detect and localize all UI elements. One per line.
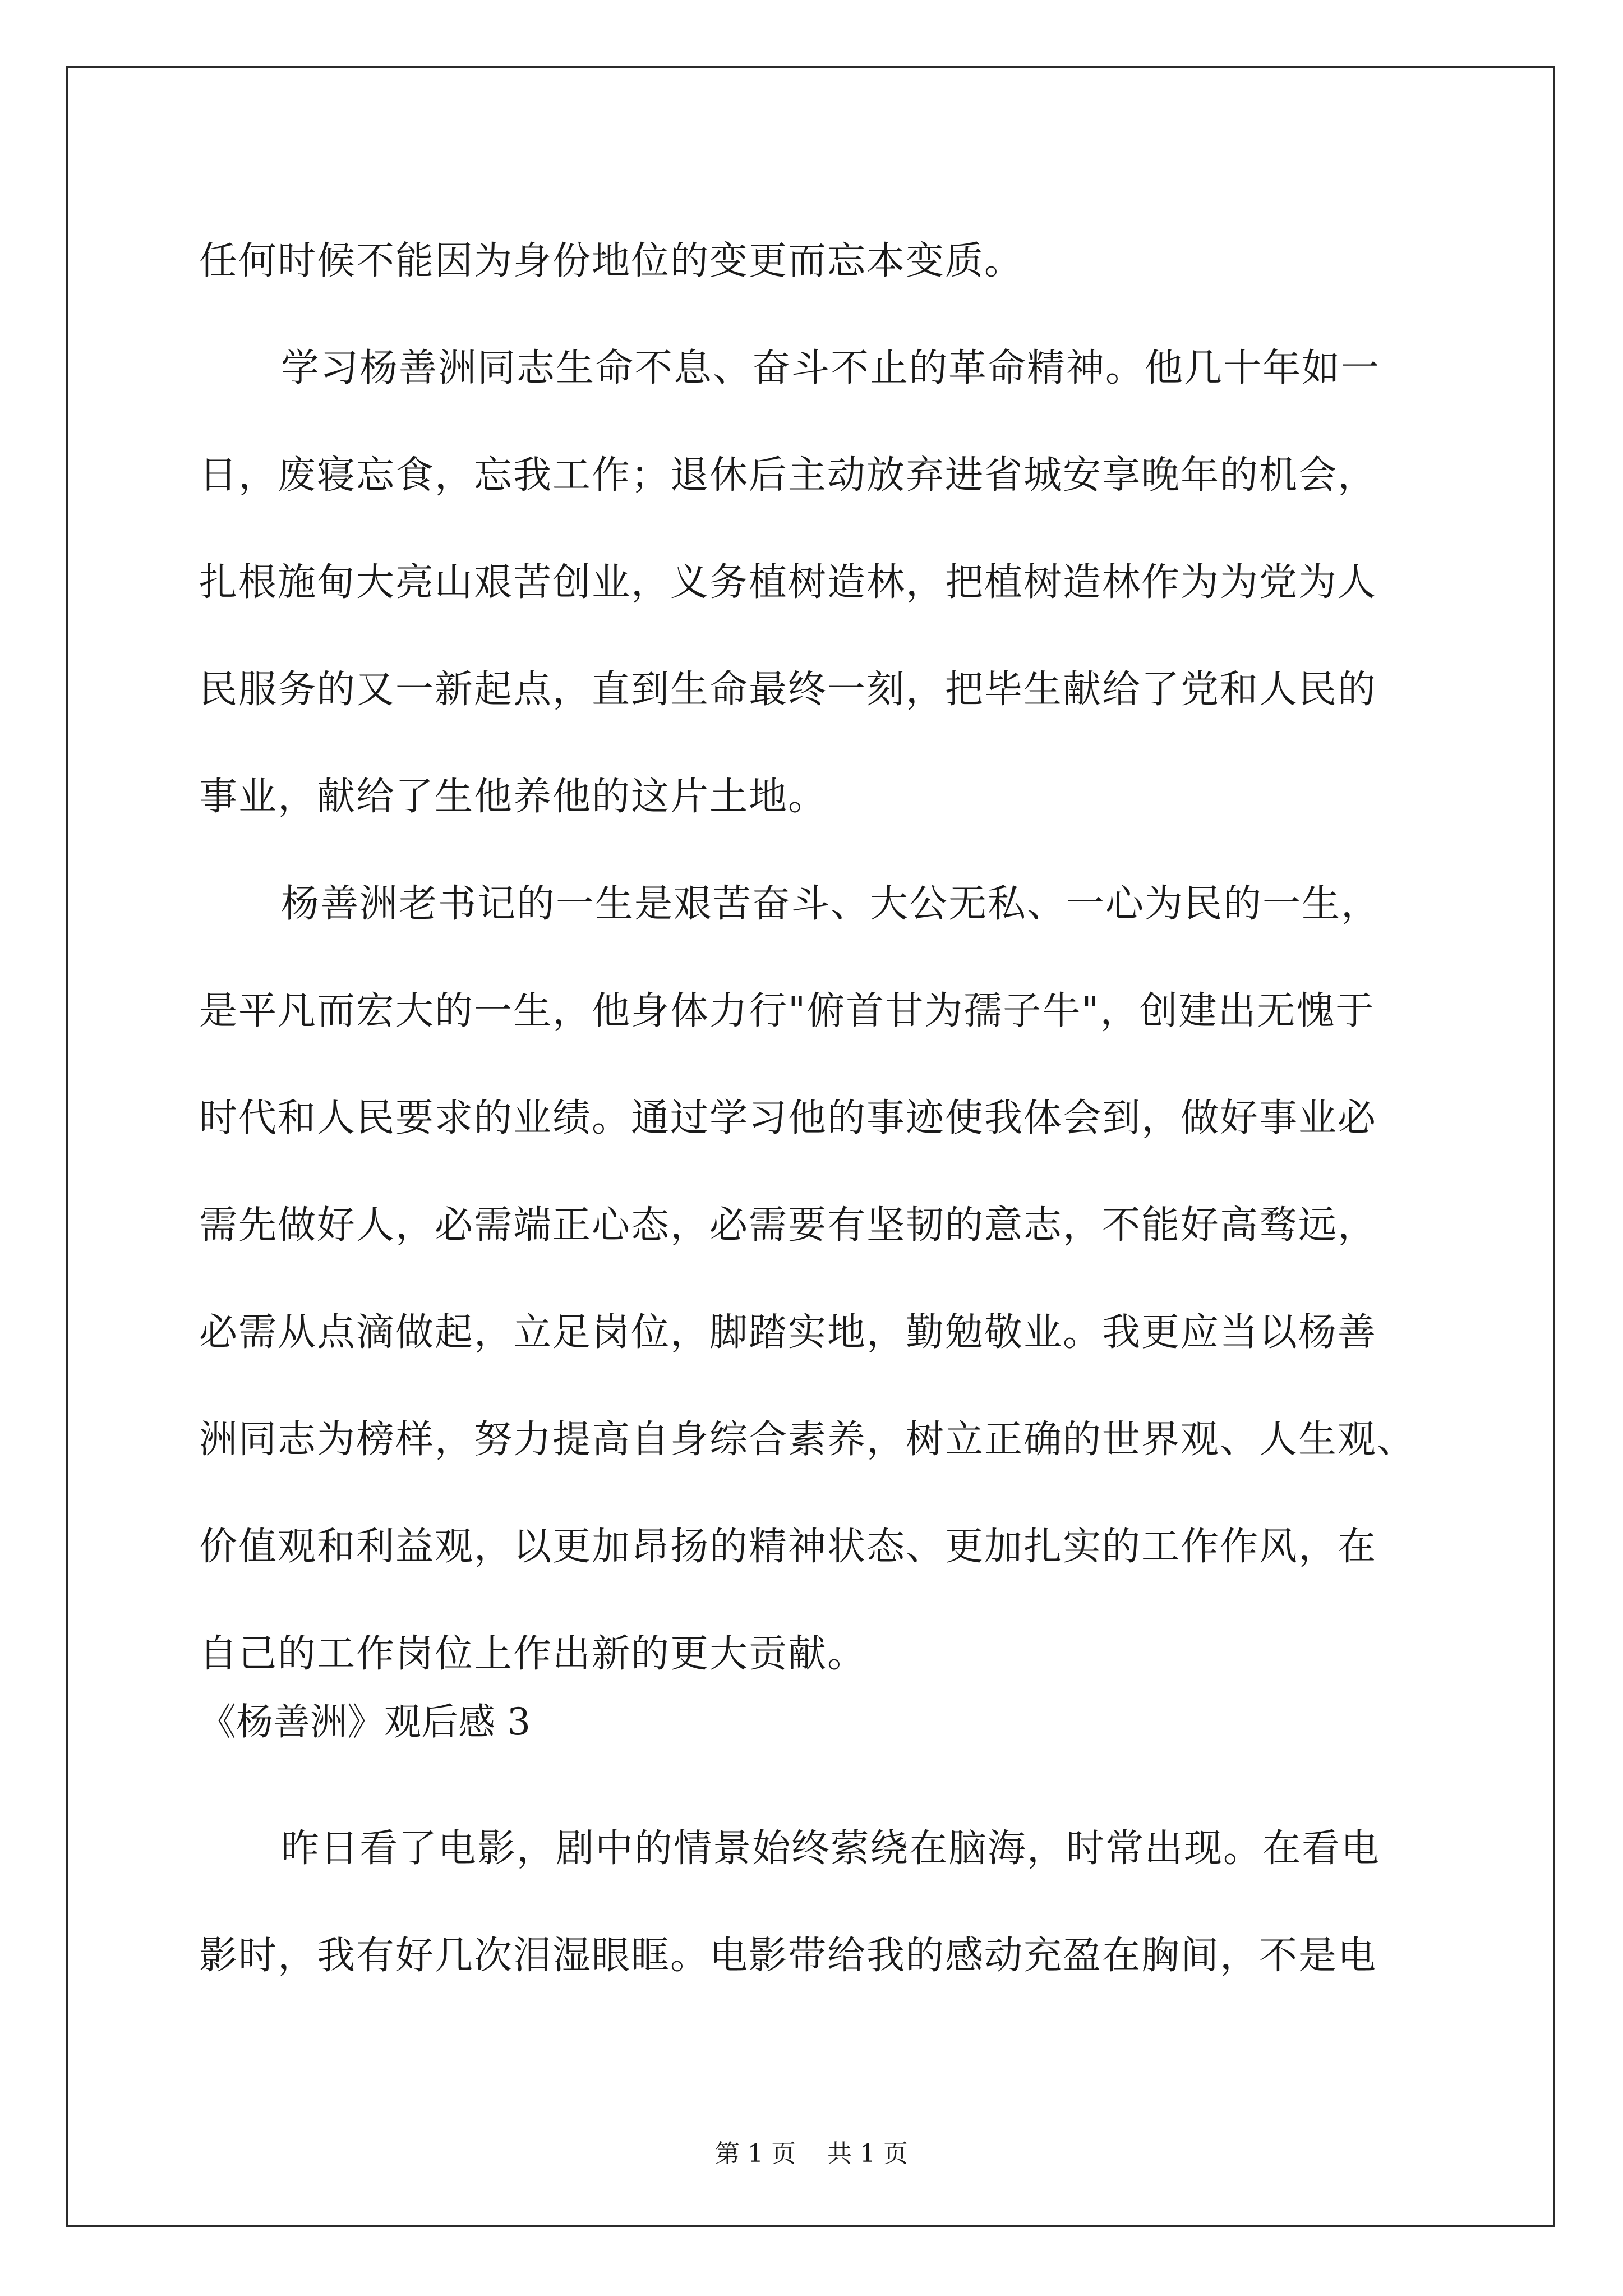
text-line: 是平凡而宏大的一生，他身体力行"俯首甘为孺子牛"，创建出无愧于 [199,989,1375,1033]
text-line: 需先做好人，必需端正心态，必需要有坚韧的意志，不能好高骛远， [199,1203,1377,1248]
text-line: 日，废寝忘食，忘我工作；退休后主动放弃进省城安享晚年的机会， [199,453,1377,498]
text-line: 必需从点滴做起，立足岗位，脚踏实地，勤勉敬业。我更应当以杨善 [199,1310,1377,1355]
body-text-part1 [199,208,1455,1708]
text-line: 昨日看了电影，剧中的情景始终萦绕在脑海，时常出现。在看电 [281,1826,1381,1871]
section-heading: 《杨善洲》观后感 3 [199,1700,531,1743]
text-line: 杨善洲老书记的一生是艰苦奋斗、大公无私、一心为民的一生， [281,882,1381,926]
text-line: 事业，献给了生他养他的这片土地。 [199,775,828,819]
text-line: 影时，我有好几次泪湿眼眶。电影带给我的感动充盈在胸间，不是电 [199,1934,1377,1978]
text-line: 时代和人民要求的业绩。通过学习他的事迹使我体会到，做好事业必 [199,1096,1377,1140]
text-line: 民服务的又一新起点，直到生命最终一刻，把毕生献给了党和人民的 [199,668,1377,712]
text-line: 学习杨善洲同志生命不息、奋斗不止的革命精神。他几十年如一 [281,346,1381,390]
body-text-part2 [199,1795,1455,2009]
text-line: 扎根施甸大亮山艰苦创业，义务植树造林，把植树造林作为为党为人 [199,560,1377,605]
text-line: 任何时候不能因为身份地位的变更而忘本变质。 [199,239,1024,283]
text-line: 自己的工作岗位上作出新的更大贡献。 [199,1632,867,1676]
page-footer: 第 1 页 共 1 页 [715,2139,908,2168]
text-line: 洲同志为榜样，努力提高自身综合素养，树立正确的世界观、人生观、 [199,1418,1417,1462]
text-line: 价值观和利益观，以更加昂扬的精神状态、更加扎实的工作作风，在 [199,1525,1377,1569]
